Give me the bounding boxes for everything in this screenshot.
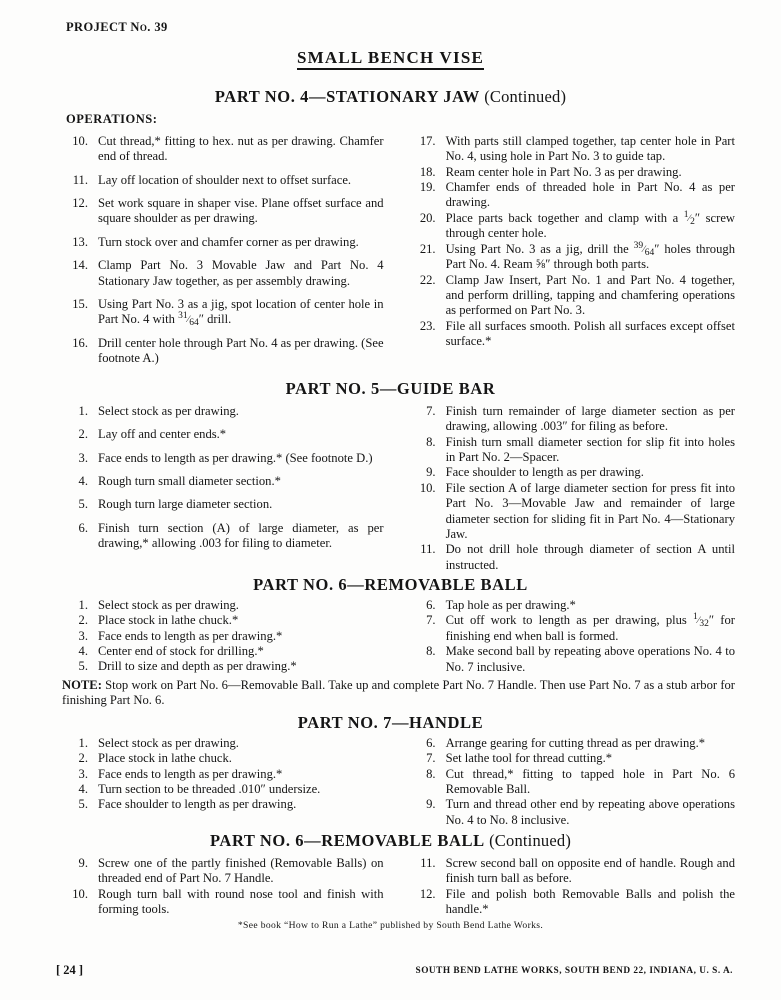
operation-number: 6. — [426, 736, 436, 750]
part-6-note-wrap — [0, 678, 781, 709]
operation-text: Rough turn ball with round nose tool and finish with forming tools. — [98, 886, 384, 917]
part-6-columns — [0, 598, 781, 675]
operation-text: Do not drill hole through diameter of section A until instructed. — [445, 542, 735, 572]
document-title-text: SMALL BENCH VISE — [297, 48, 484, 70]
operation-number: 3. — [78, 450, 88, 465]
operation-text: Select stock as per drawing. — [98, 404, 239, 418]
operation-number: 10. — [72, 134, 88, 148]
document-title — [0, 48, 781, 68]
operation-number: 1. — [78, 598, 88, 612]
operation-item — [62, 613, 384, 628]
part-7-heading — [0, 714, 781, 733]
operation-item — [410, 767, 735, 798]
part-7-heading-main: PART NO. 7—HANDLE — [297, 713, 484, 732]
operation-number: 20. — [419, 210, 436, 225]
operation-item — [410, 542, 735, 573]
part-4-heading-suffix: (Continued) — [479, 87, 567, 106]
operation-text: Select stock as per drawing. — [98, 598, 239, 612]
part-6-section — [0, 598, 781, 675]
operation-text: Face ends to length as per drawing.* (See footnote D.) — [98, 450, 373, 465]
operation-item — [410, 613, 735, 644]
operation-number: 8. — [426, 644, 436, 659]
operation-text: Center end of stock for drilling.* — [98, 644, 264, 659]
operation-number: 10. — [72, 886, 88, 901]
part-5-heading-main: PART NO. 5—GUIDE BAR — [285, 379, 496, 398]
operation-number: 11. — [72, 172, 88, 187]
operation-text: Drill center hole through Part No. 4 as per drawing. (See footnote A.) — [98, 335, 384, 366]
operation-number: 2. — [78, 427, 88, 442]
part-7-left-column — [62, 736, 388, 828]
operation-item — [62, 336, 384, 367]
part-6-heading — [0, 576, 781, 595]
part-6-left-column — [62, 598, 388, 675]
operation-text: Set work square in shaper vise. Plane offset surface and square shoulder as per drawing. — [98, 196, 384, 226]
part-5-heading-wrap — [0, 380, 781, 399]
operation-number: 21. — [419, 241, 436, 256]
part-4-heading-wrap — [0, 88, 781, 107]
operation-text: File and polish both Removable Balls and polish the handle.* — [445, 886, 735, 917]
operation-item — [62, 659, 384, 674]
operation-text: Face ends to length as per drawing.* — [98, 766, 283, 781]
operation-item — [62, 258, 384, 289]
operation-item — [62, 767, 384, 782]
operation-item — [62, 235, 384, 250]
operations-label: OPERATIONS: — [66, 112, 158, 126]
operation-item — [410, 887, 735, 918]
operation-item — [62, 598, 384, 613]
operation-text: Lay off location of shoulder next to offset surface. — [98, 172, 352, 187]
part-7-right-list — [410, 736, 735, 828]
operation-item — [62, 856, 384, 887]
part-6-continued-heading-suffix: (Continued) — [484, 831, 572, 850]
part-6-continued-columns — [0, 856, 781, 917]
operation-item — [62, 451, 384, 466]
operation-item — [62, 629, 384, 644]
operation-number: 12. — [419, 886, 436, 901]
operation-item — [410, 736, 735, 751]
operation-text: Screw one of the partly finished (Removable Balls) on threaded end of Part No. 7 Handle. — [98, 856, 384, 886]
operation-number: 15. — [72, 296, 88, 311]
operation-item — [410, 598, 735, 613]
operation-item — [62, 797, 384, 812]
operation-number: 9. — [426, 797, 436, 812]
operation-item — [410, 481, 735, 542]
fraction: $^1⁄_{32}$ — [693, 612, 709, 630]
operation-text: Select stock as per drawing. — [98, 736, 239, 750]
fraction: $^{31}⁄_{64}$ — [178, 311, 199, 329]
operation-text: Place stock in lathe chuck. — [98, 751, 232, 766]
operation-text: Rough turn large diameter section. — [98, 497, 273, 512]
operation-number: 19. — [419, 180, 436, 195]
operation-text: Turn stock over and chamfer corner as per drawing. — [98, 234, 359, 249]
fraction: $^{39}⁄_{64}$ — [633, 240, 655, 258]
part-7-section — [0, 736, 781, 828]
operation-text: Finish turn small diameter section for slip fit into holes in Part No. 2—Spacer. — [445, 434, 735, 465]
operation-item — [410, 644, 735, 675]
operation-number: 9. — [426, 465, 436, 480]
operation-text: Finish turn remainder of large diameter section as per drawing, allowing .003″ for filing as before. — [445, 404, 735, 434]
operation-text: Rough turn small diameter section.* — [98, 474, 281, 489]
part-4-heading-main: PART NO. 4—STATIONARY JAW — [214, 87, 480, 106]
part-5-columns — [0, 404, 781, 573]
operation-number: 8. — [426, 766, 436, 781]
operation-text: Arrange gearing for cutting thread as per drawing.* — [445, 736, 706, 750]
operation-number: 8. — [426, 434, 436, 449]
part-6-heading-main: PART NO. 6—REMOVABLE BALL — [253, 575, 528, 594]
operation-number: 1. — [78, 404, 88, 418]
operation-number: 13. — [72, 234, 88, 249]
operation-item — [62, 887, 384, 918]
fraction: $^1⁄_2$ — [683, 209, 695, 227]
part-6-left-list — [62, 598, 384, 675]
operation-number: 17. — [419, 134, 436, 148]
operation-number: 22. — [419, 272, 436, 287]
project-number-line: PROJECT No. 39 — [66, 20, 168, 34]
operation-number: 9. — [78, 856, 88, 870]
part-6-continued-heading — [0, 832, 781, 851]
part-6-continued-left-list — [62, 856, 384, 917]
operation-item — [62, 736, 384, 751]
part-5-heading — [0, 380, 781, 399]
operation-number: 5. — [78, 659, 88, 674]
operation-item — [410, 856, 735, 887]
operation-item — [62, 521, 384, 552]
operation-text: Clamp Part No. 3 Movable Jaw and Part No. 4 Stationary Jaw together, as per assembly drawing. — [98, 258, 384, 288]
operation-item — [62, 751, 384, 766]
operation-item — [62, 497, 384, 512]
operation-number: 5. — [78, 497, 88, 512]
operation-item — [62, 782, 384, 797]
operation-item — [62, 196, 384, 227]
part-4-left-column — [62, 134, 388, 367]
operation-text: Drill to size and depth as per drawing.* — [98, 659, 297, 674]
operation-text: Face shoulder to length as per drawing. — [445, 465, 644, 480]
part-4-right-column — [410, 134, 735, 367]
part-5-left-column — [62, 404, 388, 573]
operation-text: Face ends to length as per drawing.* — [98, 628, 283, 643]
operation-number: 3. — [78, 766, 88, 781]
operation-item — [410, 134, 735, 165]
operation-number: 11. — [420, 856, 436, 870]
part-6-right-column — [410, 598, 735, 675]
operation-text: Face shoulder to length as per drawing. — [98, 797, 297, 812]
operation-text: With parts still clamped together, tap center hole in Part No. 4, using hole in Part No. 3 to guide tap. — [445, 134, 735, 164]
operation-number: 11. — [420, 542, 436, 557]
operation-text: Using Part No. 3 as a jig, drill the $^{39}⁄_{64}''$ holes through Part No. 4. Ream ⅝″ through both parts. — [445, 240, 735, 272]
part-7-right-column — [410, 736, 735, 828]
operation-number: 2. — [78, 613, 88, 628]
operation-item — [62, 404, 384, 419]
part-5-left-list — [62, 404, 384, 552]
operation-item — [410, 273, 735, 319]
operation-number: 4. — [78, 474, 88, 489]
operation-item — [410, 165, 735, 180]
operation-number: 3. — [78, 628, 88, 643]
operation-text: Turn section to be threaded .010″ undersize. — [98, 782, 321, 797]
publisher-imprint: SOUTH BEND LATHE WORKS, SOUTH BEND 22, INDIANA, U. S. A. — [415, 966, 733, 976]
operation-text: Using Part No. 3 as a jig, spot location of center hole in Part No. 4 with $^{31}⁄_{64}''$ drill. — [98, 296, 384, 329]
part-6-continued-section — [0, 856, 781, 917]
operation-text: Place parts back together and clamp with a $^1⁄_2''$ screw through center hole. — [445, 209, 735, 241]
part-7-heading-wrap — [0, 714, 781, 733]
operation-number: 18. — [419, 164, 436, 179]
operation-text: Clamp Jaw Insert, Part No. 1 and Part No. 4 together, and perform drilling, tapping and chamfering operations as performed on Part No. 3. — [445, 272, 735, 318]
operation-text: Turn and thread other end by repeating above operations No. 4 to No. 8 inclusive. — [445, 797, 735, 827]
operation-text: Place stock in lathe chuck.* — [98, 613, 239, 628]
operation-number: 4. — [78, 782, 88, 797]
operation-item — [410, 435, 735, 466]
operation-item — [410, 751, 735, 766]
part-4-right-list — [410, 134, 735, 349]
operation-number: 10. — [419, 480, 436, 495]
footnote-text: *See book “How to Run a Lathe” published by South Bend Lathe Works. — [237, 920, 544, 931]
part-6-continued-heading-main: PART NO. 6—REMOVABLE BALL — [209, 831, 485, 850]
operation-item — [410, 242, 735, 273]
operation-number: 1. — [78, 736, 88, 750]
operation-number: 2. — [78, 751, 88, 766]
operation-item — [410, 180, 735, 211]
operation-number: 7. — [426, 613, 436, 628]
operation-item — [62, 644, 384, 659]
operation-text: Finish turn section (A) of large diameter, as per drawing,* allowing .003 for filing to diameter. — [98, 520, 384, 551]
operation-item — [62, 134, 384, 165]
operation-item — [410, 211, 735, 242]
operation-text: Cut off work to length as per drawing, plus $^1⁄_{32}''$ for finishing end when ball is formed. — [445, 612, 735, 643]
operation-number: 23. — [419, 318, 436, 333]
part-5-right-list — [410, 404, 735, 573]
operation-text: Lay off and center ends.* — [98, 427, 227, 442]
part-4-section — [0, 134, 781, 367]
operation-text: Set lathe tool for thread cutting.* — [445, 751, 613, 766]
part-4-columns — [0, 134, 781, 367]
operation-item — [62, 297, 384, 328]
part-4-heading — [0, 88, 781, 107]
operation-text: Ream center hole in Part No. 3 as per drawing. — [445, 164, 682, 179]
operation-text: File all surfaces smooth. Polish all surfaces except offset surface.* — [445, 318, 735, 349]
operation-number: 6. — [426, 598, 436, 612]
operation-item — [410, 319, 735, 350]
note-label: NOTE: — [62, 678, 102, 692]
part-6-continued-right-list — [410, 856, 735, 917]
part-6-heading-wrap — [0, 576, 781, 595]
operation-number: 12. — [72, 196, 88, 211]
part-6-note — [0, 678, 781, 709]
operation-number: 6. — [78, 520, 88, 535]
operation-text: File section A of large diameter section for press fit into Part No. 3—Movable Jaw and remainder of large diameter section for sliding fit in Part No. 4—Stationary Jaw. — [445, 480, 735, 541]
operation-text: Screw second ball on opposite end of handle. Rough and finish turn ball as before. — [445, 856, 735, 886]
operation-item — [410, 404, 735, 435]
operation-item — [62, 427, 384, 442]
part-5-section — [0, 404, 781, 573]
part-4-left-list — [62, 134, 384, 367]
operation-number: 16. — [72, 335, 88, 350]
operation-number: 5. — [78, 797, 88, 812]
operation-item — [410, 797, 735, 828]
operation-text: Chamfer ends of threaded hole in Part No. 4 as per drawing. — [445, 180, 735, 210]
operation-text: Make second ball by repeating above operations No. 4 to No. 7 inclusive. — [445, 644, 735, 674]
note-text: Stop work on Part No. 6—Removable Ball. Take up and complete Part No. 7 Handle. Then use Part No. 7 as a stub arbor for finishing Part No. 6. — [62, 678, 735, 708]
operation-number: 7. — [426, 404, 436, 418]
part-5-right-column — [410, 404, 735, 573]
operation-item — [410, 465, 735, 480]
operation-number: 7. — [426, 751, 436, 766]
operation-number: 4. — [78, 644, 88, 659]
part-6-continued-left-column — [62, 856, 388, 917]
operation-item — [62, 474, 384, 489]
part-7-left-list — [62, 736, 384, 813]
footnote-wrap — [0, 920, 781, 931]
part-6-right-list — [410, 598, 735, 675]
page-number: [ 24 ] — [56, 963, 84, 977]
operation-text: Cut thread,* fitting to hex. nut as per drawing. Chamfer end of thread. — [98, 134, 384, 164]
part-6-continued-heading-wrap — [0, 832, 781, 851]
operation-number: 14. — [72, 258, 88, 273]
operation-item — [62, 173, 384, 188]
part-6-continued-right-column — [410, 856, 735, 917]
operation-text: Cut thread,* fitting to tapped hole in Part No. 6 Removable Ball. — [445, 766, 735, 797]
part-7-columns — [0, 736, 781, 828]
operation-text: Tap hole as per drawing.* — [445, 598, 576, 612]
